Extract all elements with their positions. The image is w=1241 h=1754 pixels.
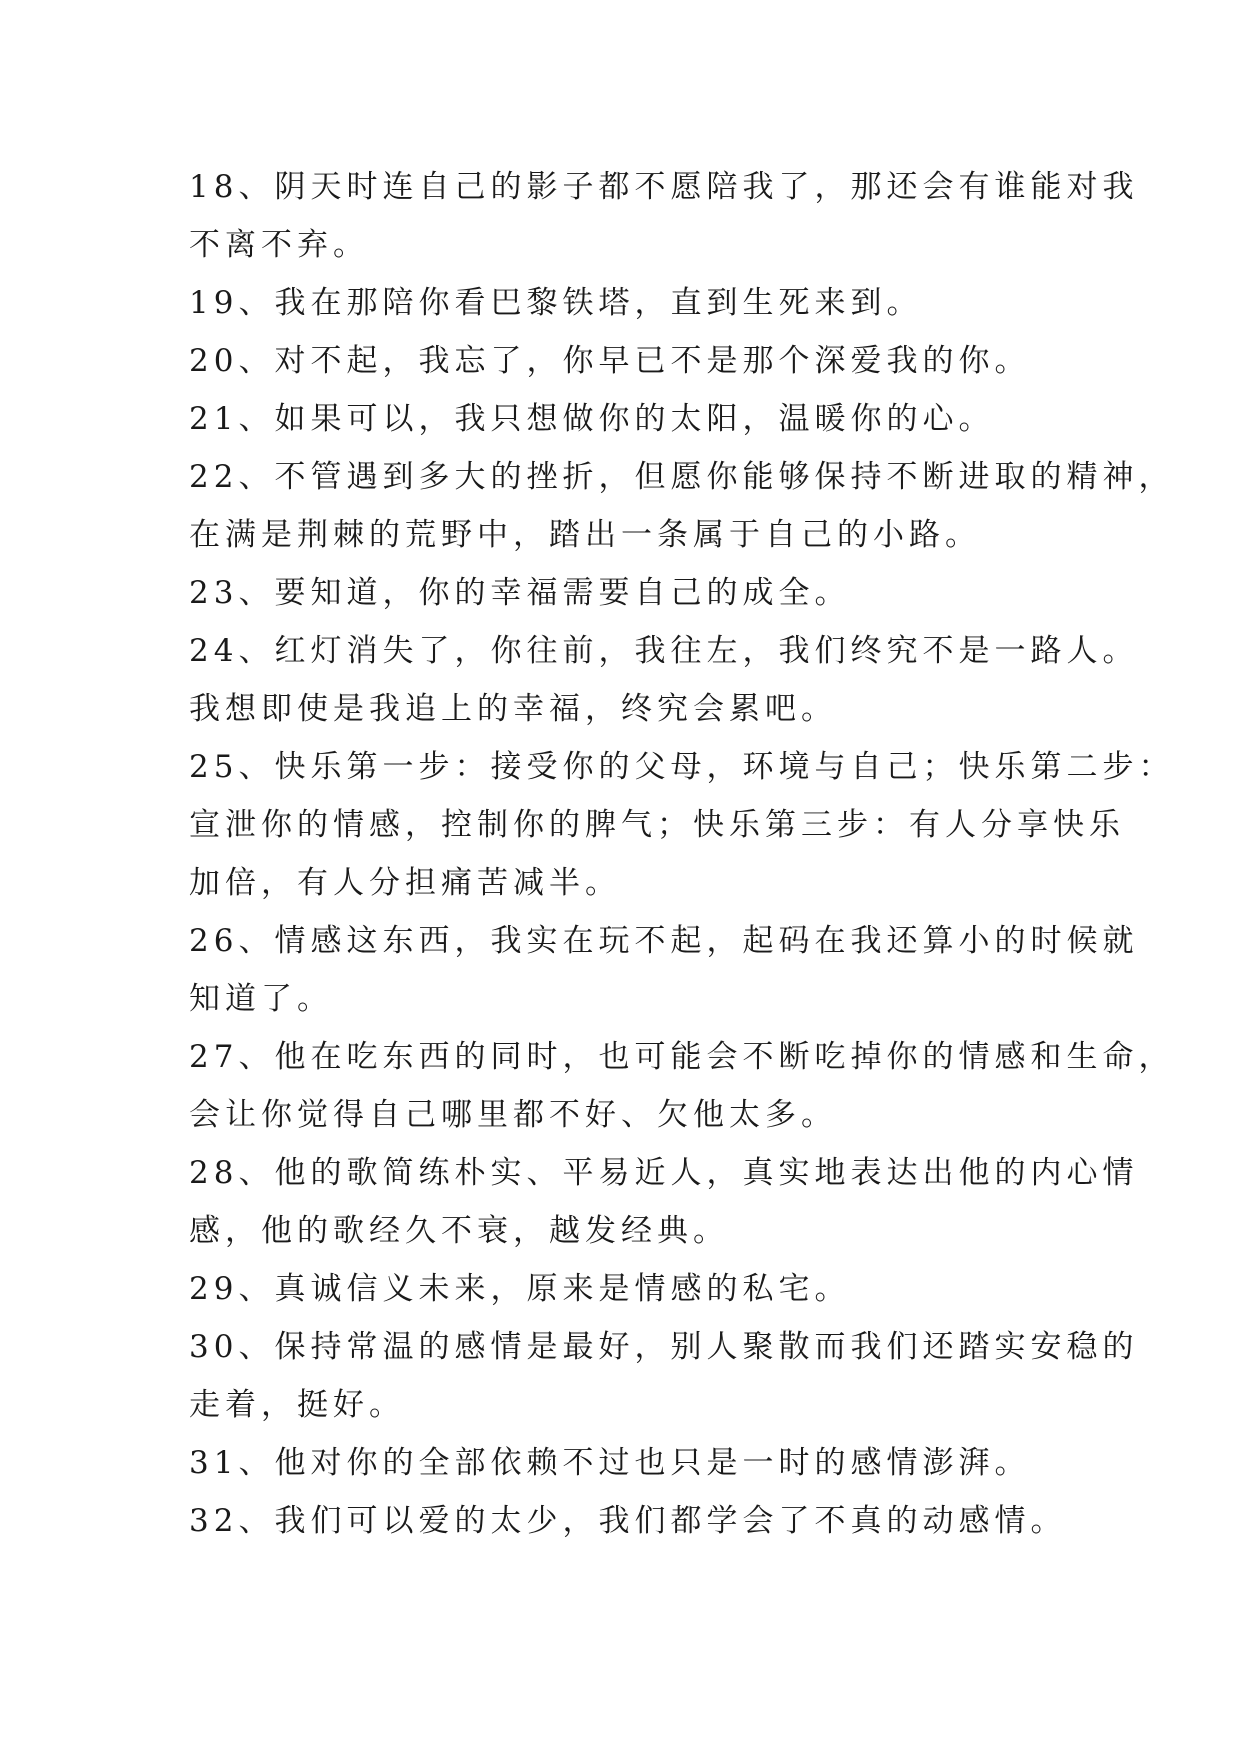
text-line: 28、他的歌简练朴实、平易近人，真实地表达出他的内心情	[189, 1155, 1139, 1191]
document-body	[189, 158, 1175, 1550]
text-line: 会让你觉得自己哪里都不好、欠他太多。	[189, 1097, 837, 1133]
text-line: 21、如果可以，我只想做你的太阳，温暖你的心。	[189, 401, 995, 437]
text-line: 加倍，有人分担痛苦减半。	[189, 865, 621, 901]
text-line: 24、红灯消失了，你往前，我往左，我们终究不是一路人。	[189, 633, 1139, 669]
text-line: 18、阴天时连自己的影子都不愿陪我了，那还会有谁能对我	[189, 169, 1139, 205]
text-line: 我想即使是我追上的幸福，终究会累吧。	[189, 691, 837, 727]
text-line: 30、保持常温的感情是最好，别人聚散而我们还踏实安稳的	[189, 1329, 1139, 1365]
text-line: 32、我们可以爱的太少，我们都学会了不真的动感情。	[189, 1503, 1067, 1539]
text-line: 20、对不起，我忘了，你早已不是那个深爱我的你。	[189, 343, 1031, 379]
text-line: 31、他对你的全部依赖不过也只是一时的感情澎湃。	[189, 1445, 1031, 1481]
text-line: 知道了。	[189, 981, 333, 1017]
text-line: 不离不弃。	[189, 227, 369, 263]
text-line: 走着，挺好。	[189, 1387, 405, 1423]
text-line: 27、他在吃东西的同时，也可能会不断吃掉你的情感和生命，	[189, 1039, 1175, 1075]
text-line: 宣泄你的情感，控制你的脾气；快乐第三步：有人分享快乐	[189, 807, 1125, 843]
text-line: 22、不管遇到多大的挫折，但愿你能够保持不断进取的精神，	[189, 459, 1175, 495]
text-line: 在满是荆棘的荒野中，踏出一条属于自己的小路。	[189, 517, 981, 553]
text-line: 19、我在那陪你看巴黎铁塔，直到生死来到。	[189, 285, 923, 321]
text-line: 23、要知道，你的幸福需要自己的成全。	[189, 575, 851, 611]
text-line: 29、真诚信义未来，原来是情感的私宅。	[189, 1271, 851, 1307]
text-line: 25、快乐第一步：接受你的父母，环境与自己；快乐第二步：	[189, 749, 1175, 785]
text-line: 26、情感这东西，我实在玩不起，起码在我还算小的时候就	[189, 923, 1139, 959]
text-line: 感，他的歌经久不衰，越发经典。	[189, 1213, 729, 1249]
